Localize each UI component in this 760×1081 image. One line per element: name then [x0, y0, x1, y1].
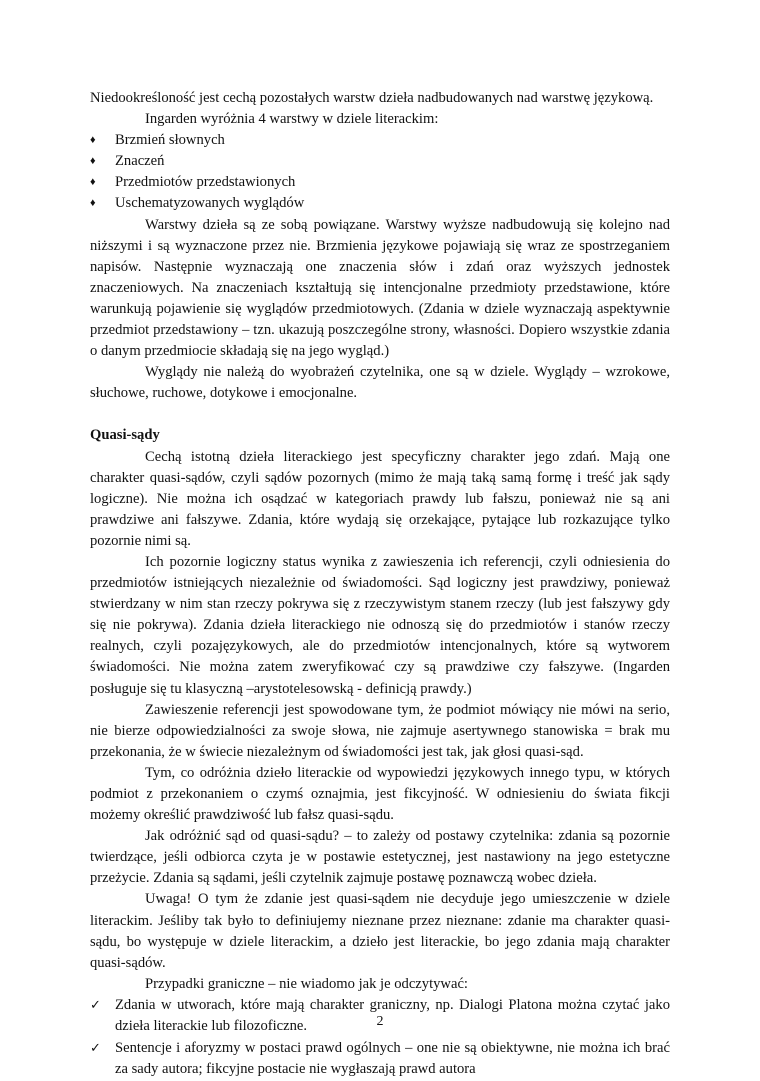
section-heading: Quasi-sądy — [90, 427, 160, 444]
paragraph-fictionality: Tym, co odróżnia dzieło literackie od wypowiedzi językowych innego typu, w których podmiot z przekonaniem o czymś oznajmia, jest fikcyjność. W odniesieniu do świata fikcji możemy określić prawdziwość lub fałsz quasi-sądu. — [90, 764, 670, 824]
section-spacer — [90, 404, 670, 425]
page-number: 2 — [376, 1014, 384, 1029]
document-page — [90, 88, 670, 1081]
diamond-bullet-icon: ♦ — [90, 197, 96, 210]
diamond-bullet-icon: ♦ — [90, 155, 96, 168]
diamond-bullet-icon: ♦ — [90, 176, 96, 189]
paragraph-quasi-judgments: Cechą istotną dzieła literackiego jest specyficzny charakter jego zdań. Mają one charakter quasi-sądów, czyli sądów pozornych (mimo że mają taką samą formę i treść jak sądy logiczne). Nie można ich osądzać w kategoriach prawdy lub fałszu, ponieważ nie są ani prawdziwe ani fałszywe. Zdania, które wydają się orzekające, pytające lub rozkazujące tylko pozornie nimi są. — [90, 448, 670, 549]
list-item: ♦ Uschematyzowanych wyglądów — [90, 193, 670, 214]
list-item: ♦ Znaczeń — [90, 151, 670, 172]
paragraph-layers-relation: Warstwy dzieła są ze sobą powiązane. Warstwy wyższe nadbudowują się kolejno nad niższymi i są wyznaczone przez nie. Brzmienia językowe pojawiają się wraz ze spostrzeganiem napisów. Następnie wyznaczają one znaczenia słów i zdań oraz wyższych jednostek znaczeniowych. Na znaczeniach kształtują się intencjonalne przedmioty przedstawione, które warunkują pojawienie się wyglądów przedmiotowych. (Zdania w dziele wyznaczają aspektywnie przedmiot przedstawiony – tzn. ukazują poszczególne strony, własności. Dopiero wszystkie zdania o danym przedmiocie składają się na jego wygląd.) — [90, 216, 670, 360]
checkmark-icon: ✓ — [90, 997, 101, 1013]
diamond-bullet-icon: ♦ — [90, 134, 96, 147]
paragraph-indeterminacy: Niedookreśloność jest cechą pozostałych warstw dzieła nadbudowanych nad warstwę językową. — [90, 90, 654, 106]
checkmark-icon: ✓ — [90, 1041, 101, 1057]
paragraph-reader-attitude: Jak odróżnić sąd od quasi-sądu? – to zależy od postawy czytelnika: zdania są pozornie twierdzące, jeśli odbiorca czyta je w postawie estetycznej, jest nastawiony na jego estetyczne przeżycie. Zdania są sądami, jeśli czytelnik zajmuje postawę poznawczą wobec dzieła. — [90, 828, 670, 887]
paragraph-border-cases: Przypadki graniczne – nie wiadomo jak je odczytywać: — [145, 975, 468, 992]
paragraph-suspension: Zawieszenie referencji jest spowodowane tym, że podmiot mówiący nie mówi na serio, nie bierze odpowiedzialności za swoje słowa, nie zajmuje asertywnego stanowiska = brak mu przekonania, że w świecie niezależnym od świadomości jest tak, jak głosi quasi-sąd. — [90, 701, 670, 760]
list-item: ✓ Zdania w utworach, które mają charakter graniczny, np. Dialogi Platona można czytać jako dzieła literackie lub filozoficzne. — [90, 996, 670, 1035]
paragraph-reference: Ich pozornie logiczny status wynika z zawieszenia ich referencji, czyli odniesienia do przedmiotów istniejących niezależnie od świadomości. Sąd logiczny jest prawdziwy, ponieważ stwierdzany w nim stan rzeczy pokrywa się z rzeczywistym stanem rzeczy (lub jest fałszywy gdy się nie pokrywa). Zdania dzieła literackiego nie odnoszą się do przedmiotów i stanów rzeczy realnych, czyli pozajęzykowych, ale do przedmiotów intencjonalnych, które są wytworem świadomości. Nie można zatem zweryfikować czy są prawdziwe czy fałszywe. (Ingarden posługuje się tu klasyczną –arystotelesowską - definicją prawdy.) — [90, 553, 670, 697]
layers-list — [90, 130, 670, 214]
paragraph-appearances: Wyglądy nie należą do wyobrażeń czytelnika, one są w dziele. Wyglądy – wzrokowe, słuchowe, ruchowe, dotykowe i emocjonalne. — [90, 364, 670, 402]
paragraph-note: Uwaga! O tym że zdanie jest quasi-sądem nie decyduje jego umieszczenie w dziele literackim. Jeśliby tak było to definiujemy nieznane przez nieznane: zdanie ma charakter quasi-sądu, bo występuje w dziele literackim, a dzieło jest literackie, bo jego zdania mają charakter quasi-sądów. — [90, 891, 670, 971]
list-item: ♦ Brzmień słownych — [90, 130, 670, 151]
list-item: ✓ Sentencje i aforyzmy w postaci prawd ogólnych – one nie są obiektywne, nie można ich brać za sady autora; fikcyjne postacie nie wygłaszają prawd autora — [90, 1040, 670, 1078]
paragraph-layers-intro: Ingarden wyróżnia 4 warstwy w dziele literackim: — [145, 111, 439, 128]
list-item: ♦ Przedmiotów przedstawionych — [90, 172, 670, 193]
